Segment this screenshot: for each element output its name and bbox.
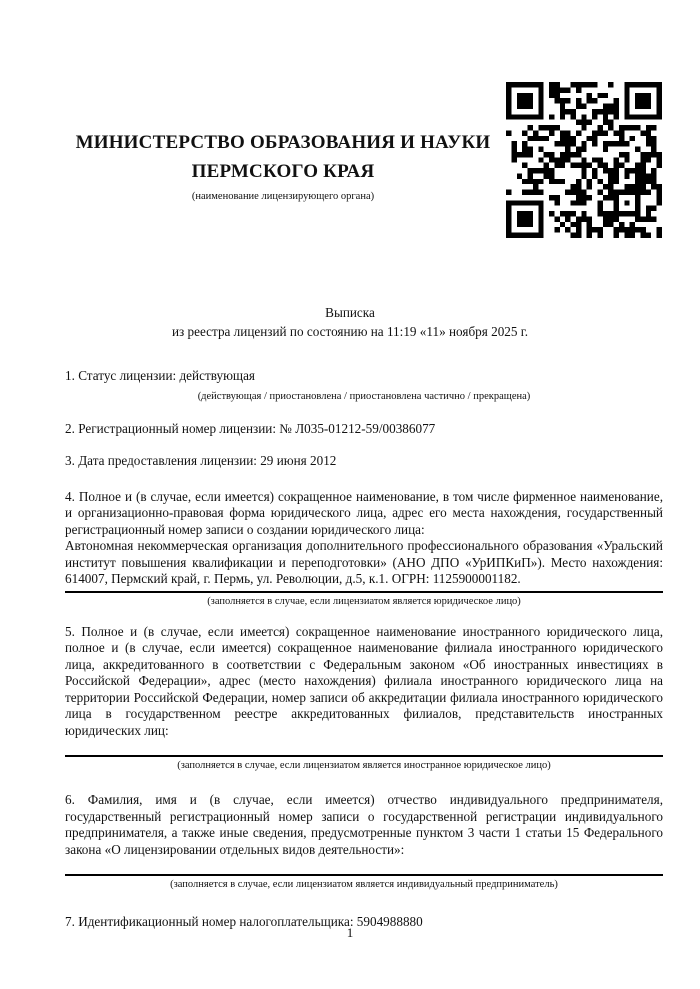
qr-code [506,82,662,238]
fill-line-legal-entity [65,591,663,593]
fill-line-foreign-entity [65,755,663,757]
document-body [65,362,663,931]
item-grant-date: 3. Дата предоставления лицензии: 29 июня 2012 [65,453,337,468]
item-taxpayer-number: 7. Идентификационный номер налогоплательщика: 5904988880 [65,914,423,929]
qr-code-canvas [506,82,662,238]
document-title: Выписка [325,305,375,320]
item-license-status-note: (действующая / приостановлена / приостановлена частично / прекращена) [197,390,531,402]
item-legal-entity [65,489,663,588]
document-subtitle: из реестра лицензий по состоянию на 11:19 «11» ноября 2025 г. [171,324,529,339]
licensing-authority-header [60,128,506,203]
item-legal-entity-answer: Автономная некоммерческая организация дополнительного профессионального образования «Уральский институт повышения квалификации и переподготовки» (АНО ДПО «УрИПКиП»). Место нахождения: 614007, Пермский край, г. Пермь, ул. Революции, д.5, к.1. ОГРН: 1125900001182. [65,538,663,586]
page-number: 1 [346,925,354,940]
item-foreign-entity: 5. Полное и (в случае, если имеется) сокращенное наименование иностранного юридического лица, полное и (в случае, если имеется) сокращенное наименование филиала иностранного юридического лица, аккредитованного в соответствии с Федеральным законом «Об иностранных инвестициях в Российской Федерации», адрес (место нахождения) филиала иностранного юридического лица на территории Российской Федерации, номер записи об аккредитации филиала иностранного юридического лица в государственном реестре аккредитованных филиалов, представительств иностранных юридических лиц: [65,623,663,738]
item-foreign-entity-note: (заполняется в случае, если лицензиатом является иностранное юридическое лицо) [177,760,551,771]
item-legal-entity-note: (заполняется в случае, если лицензиатом является юридическое лицо) [207,595,521,607]
ministry-caption: (наименование лицензирующего органа) [191,191,375,202]
item-registration-number: 2. Регистрационный номер лицензии: № Л035-01212-59/00386077 [65,420,436,436]
fill-line-individual-entrepreneur [65,874,663,876]
item-individual-entrepreneur-note: (заполняется в случае, если лицензиатом является индивидуальный предприниматель) [170,879,558,890]
item-license-status: 1. Статус лицензии: действующая [65,368,256,383]
item-legal-entity-question: 4. Полное и (в случае, если имеется) сокращенное наименование, в том числе фирменное наименование, и организационно-правовая форма юридического лица, адрес его места нахождения, государственный регистрационный номер записи о создании юридического лица: [65,488,663,537]
document-title-block [0,303,700,341]
item-individual-entrepreneur: 6. Фамилия, имя и (в случае, если имеется) отчество индивидуального предпринимателя, государственный регистрационный номер записи о государственной регистрации индивидуального предпринимателя, а также иные сведения, предусмотренные пунктом 3 части 1 статьи 15 Федерального закона «О лицензировании отдельных видов деятельности»: [65,792,663,857]
ministry-name: МИНИСТЕРСТВО ОБРАЗОВАНИЯ И НАУКИ ПЕРМСКОГО КРАЯ [75,132,491,182]
